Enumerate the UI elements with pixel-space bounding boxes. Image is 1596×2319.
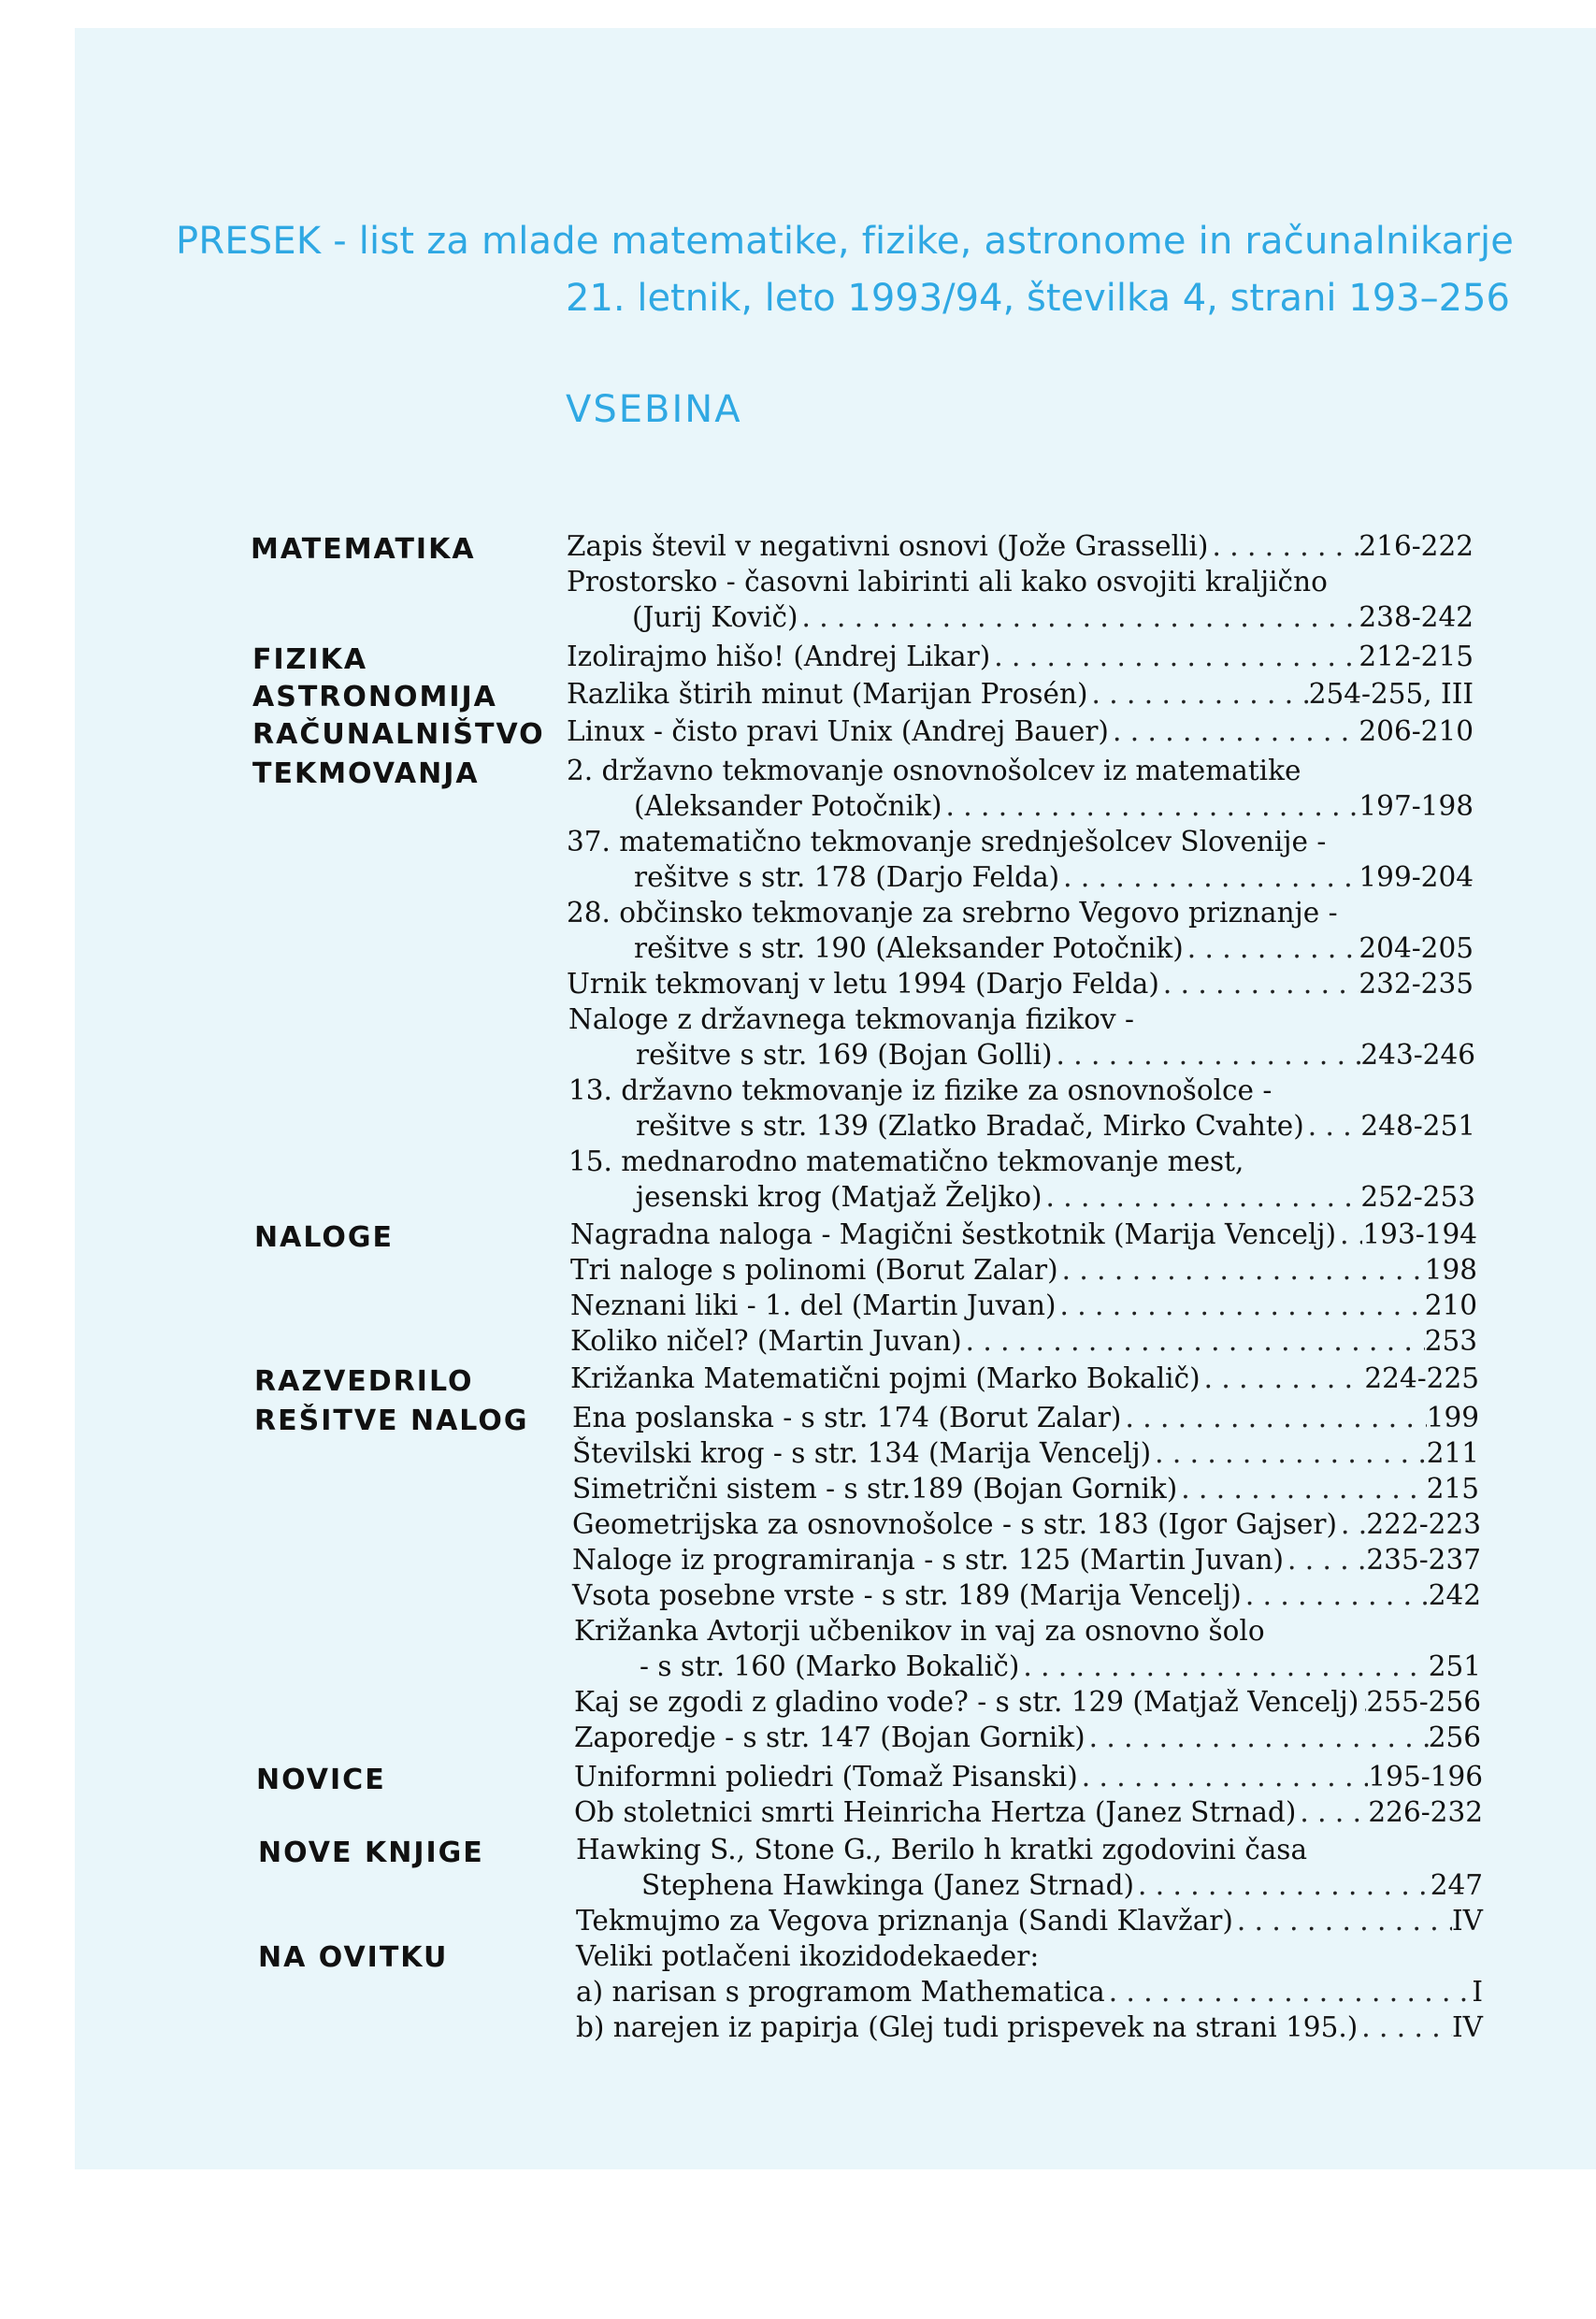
toc-entry: [636, 1108, 1475, 1144]
toc-entry: [634, 788, 1474, 824]
toc-entry: [576, 1903, 1483, 1938]
toc-entry: 13. državno tekmovanje iz fizike za osnovnošolce -: [568, 1074, 1272, 1106]
entry-title: Urnik tekmovanj v letu 1994 (Darjo Felda): [567, 968, 1159, 1000]
dot-leader: [1337, 1506, 1366, 1542]
entry-title: Razlika štirih minut (Marijan Prosén): [567, 678, 1088, 710]
entry-title: Križanka Matematični pojmi (Marko Bokalič): [570, 1362, 1201, 1394]
dot-leader: [1053, 1037, 1361, 1073]
toc-entry: [576, 2009, 1483, 2045]
entry-pages: 247: [1430, 1869, 1483, 1901]
dot-leader: [1359, 1684, 1366, 1720]
toc-entry: 37. matematično tekmovanje srednješolcev Slovenije -: [567, 826, 1327, 857]
dot-leader: [1056, 1288, 1424, 1323]
section-heading: ASTRONOMIJA: [252, 681, 497, 713]
dot-leader: [1042, 1179, 1361, 1215]
toc-entry: [572, 1435, 1479, 1471]
entry-pages: 255-256: [1366, 1686, 1481, 1718]
toc-entry: [572, 1471, 1479, 1506]
toc-entry: [570, 1323, 1477, 1359]
dot-leader: [990, 639, 1359, 674]
entry-title: Uniformni poliedri (Tomaž Pisanski): [574, 1761, 1078, 1793]
section-heading: NALOGE: [254, 1221, 394, 1254]
dot-leader: [1019, 1649, 1428, 1684]
entry-pages: 206-210: [1359, 715, 1474, 747]
toc-entry: [567, 676, 1474, 712]
entry-pages: 199-204: [1359, 861, 1474, 893]
entry-pages: 211: [1426, 1437, 1479, 1469]
dot-leader: [1201, 1361, 1365, 1396]
entry-pages: 193-194: [1362, 1218, 1477, 1250]
entry-title: Zaporedje - s str. 147 (Bojan Gornik): [574, 1721, 1086, 1753]
entry-title: Številski krog - s str. 134 (Marija Vencelj): [572, 1437, 1152, 1469]
toc-entry: [634, 859, 1474, 895]
section-heading: MATEMATIKA: [251, 533, 476, 566]
entry-title: Vsota posebne vrste - s str. 189 (Marija Vencelj): [572, 1579, 1242, 1611]
entry-title: Tri naloge s polinomi (Borut Zalar): [570, 1254, 1058, 1286]
entry-title: Naloge iz programiranja - s str. 125 (Martin Juvan): [572, 1544, 1285, 1576]
issue-info: 21. letnik, leto 1993/94, številka 4, strani 193–256: [566, 277, 1510, 320]
toc-entry: [574, 1720, 1481, 1755]
entry-pages: 215: [1426, 1473, 1479, 1505]
entry-title: rešitve s str. 169 (Bojan Golli): [636, 1039, 1053, 1071]
toc-entry: 28. občinsko tekmovanje za srebrno Vegovo priznanje -: [567, 897, 1338, 929]
dot-leader: [1059, 859, 1359, 895]
dot-leader: [1233, 1903, 1452, 1938]
dot-leader: [1284, 1542, 1366, 1577]
entry-title: Kaj se zgodi z gladino vode? - s str. 129 (Matjaž Vencelj): [574, 1686, 1359, 1718]
entry-title: rešitve s str. 139 (Zlatko Bradač, Mirko Cvahte): [636, 1110, 1304, 1142]
entry-pages: 216-222: [1359, 530, 1474, 562]
entry-pages: 238-242: [1359, 601, 1474, 633]
entry-title: rešitve s str. 178 (Darjo Felda): [634, 861, 1060, 893]
dot-leader: [1177, 1471, 1426, 1506]
entry-pages: 198: [1424, 1254, 1477, 1286]
entry-title: rešitve s str. 190 (Aleksander Potočnik): [634, 932, 1184, 964]
entry-pages: 195-196: [1368, 1761, 1483, 1793]
dot-leader: [1086, 1720, 1429, 1755]
entry-title: Ob stoletnici smrti Heinricha Hertza (Janez Strnad): [574, 1796, 1297, 1828]
entry-title: Geometrijska za osnovnošolce - s str. 183 (Igor Gajser): [572, 1508, 1337, 1540]
entry-pages: 242: [1428, 1579, 1481, 1611]
entry-title: Neznani liki - 1. del (Martin Juvan): [570, 1289, 1057, 1321]
section-heading: NA OVITKU: [258, 1941, 449, 1974]
section-heading: RAČUNALNIŠTVO: [252, 718, 545, 751]
entry-title: Zapis števil v negativni osnovi (Jože Grasselli): [567, 530, 1209, 562]
toc-entry: [636, 1037, 1475, 1073]
entry-pages: 254-255, III: [1308, 678, 1474, 710]
entry-pages: 197-198: [1359, 790, 1474, 822]
toc-entry: 15. mednarodno matematično tekmovanje mest,: [568, 1145, 1244, 1177]
dot-leader: [1159, 966, 1359, 1001]
dot-leader: [1078, 1759, 1369, 1794]
contents-heading: VSEBINA: [566, 388, 742, 431]
dot-leader: [1105, 1974, 1473, 2009]
toc-entry: [567, 639, 1474, 674]
toc-entry: Naloge z državnega tekmovanja fizikov -: [568, 1003, 1134, 1035]
entry-title: Stephena Hawkinga (Janez Strnad): [641, 1869, 1134, 1901]
entry-pages: IV: [1452, 2011, 1483, 2043]
entry-pages: 199: [1426, 1402, 1479, 1433]
section-heading: REŠITVE NALOG: [254, 1404, 529, 1437]
entry-pages: 243-246: [1360, 1039, 1475, 1071]
toc-entry: Križanka Avtorji učbenikov in vaj za osnovno šolo: [574, 1615, 1265, 1647]
entry-title: Simetrični sistem - s str.189 (Bojan Gornik): [572, 1473, 1178, 1505]
toc-entry: [576, 1974, 1483, 2009]
entry-title: a) narisan s programom Mathematica: [576, 1976, 1105, 2008]
dot-leader: [1109, 713, 1359, 749]
entry-pages: 222-223: [1366, 1508, 1481, 1540]
section-heading: NOVICE: [256, 1764, 386, 1796]
toc-entry: [640, 1649, 1481, 1684]
entry-pages: 232-235: [1359, 968, 1474, 1000]
toc-entry: [567, 713, 1474, 749]
toc-entry: [634, 930, 1474, 966]
section-heading: NOVE KNJIGE: [258, 1836, 484, 1869]
dot-leader: [942, 788, 1359, 824]
toc-entry: [570, 1217, 1477, 1252]
entry-pages: 251: [1428, 1650, 1481, 1682]
entry-title: Koliko ničel? (Martin Juvan): [570, 1325, 962, 1357]
toc-entry: [567, 528, 1474, 564]
dot-leader: [1087, 676, 1308, 712]
dot-leader: [962, 1323, 1425, 1359]
entry-title: jesenski krog (Matjaž Željko): [636, 1181, 1042, 1213]
entry-pages: 224-225: [1364, 1362, 1479, 1394]
toc-entry: [572, 1577, 1481, 1613]
section-heading: FIZIKA: [252, 643, 368, 676]
entry-title: (Jurij Kovič): [632, 601, 798, 633]
toc-entry: [641, 1867, 1483, 1903]
toc-entry: [572, 1506, 1481, 1542]
entry-pages: 210: [1424, 1289, 1477, 1321]
dot-leader: [798, 599, 1359, 635]
section-heading: RAZVEDRILO: [254, 1365, 474, 1398]
dot-leader: [1134, 1867, 1431, 1903]
toc-entry: [567, 966, 1474, 1001]
toc-entry: 2. državno tekmovanje osnovnošolcev iz matematike: [567, 755, 1301, 786]
entry-pages: 204-205: [1359, 932, 1474, 964]
toc-entry: [572, 1542, 1481, 1577]
entry-title: (Aleksander Potočnik): [634, 790, 942, 822]
dot-leader: [1121, 1400, 1426, 1435]
entry-pages: 212-215: [1359, 641, 1474, 672]
entry-title: Tekmujmo za Vegova priznanja (Sandi Klavžar): [576, 1905, 1233, 1937]
entry-pages: IV: [1452, 1905, 1483, 1937]
entry-pages: 226-232: [1368, 1796, 1483, 1828]
dot-leader: [1242, 1577, 1429, 1613]
journal-title: PRESEK - list za mlade matematike, fizike, astronome in računalnikarje: [176, 220, 1515, 263]
toc-entry: [636, 1179, 1475, 1215]
entry-title: Izolirajmo hišo! (Andrej Likar): [567, 641, 991, 672]
toc-entry: Hawking S., Stone G., Berilo h kratki zgodovini časa: [576, 1834, 1308, 1865]
entry-title: b) narejen iz papirja (Glej tudi prispevek na strani 195.): [576, 2011, 1359, 2043]
toc-entry: [570, 1252, 1477, 1288]
section-heading: TEKMOVANJA: [252, 757, 480, 790]
dot-leader: [1296, 1794, 1368, 1830]
toc-entry: [574, 1759, 1483, 1794]
entry-title: Nagradna naloga - Magični šestkotnik (Marija Vencelj): [570, 1218, 1337, 1250]
toc-entry: [572, 1400, 1479, 1435]
dot-leader: [1058, 1252, 1425, 1288]
entry-title: Ena poslanska - s str. 174 (Borut Zalar): [572, 1402, 1122, 1433]
dot-leader: [1184, 930, 1359, 966]
dot-leader: [1208, 528, 1359, 564]
entry-pages: 248-251: [1360, 1110, 1475, 1142]
dot-leader: [1304, 1108, 1361, 1144]
dot-leader: [1358, 2009, 1452, 2045]
toc-entry: Veliki potlačeni ikozidodekaeder:: [576, 1940, 1040, 1972]
toc-entry: [570, 1361, 1479, 1396]
dot-leader: [1151, 1435, 1427, 1471]
entry-title: Linux - čisto pravi Unix (Andrej Bauer): [567, 715, 1109, 747]
entry-pages: 256: [1428, 1721, 1481, 1753]
dot-leader: [1336, 1217, 1362, 1252]
toc-entry: [570, 1288, 1477, 1323]
entry-pages: 235-237: [1366, 1544, 1481, 1576]
toc-entry: Prostorsko - časovni labirinti ali kako osvojiti kraljično: [567, 566, 1328, 598]
toc-entry: [574, 1794, 1483, 1830]
entry-title: - s str. 160 (Marko Bokalič): [640, 1650, 1020, 1682]
toc-entry: [574, 1684, 1481, 1720]
entry-pages: 252-253: [1360, 1181, 1475, 1213]
entry-pages: 253: [1424, 1325, 1477, 1357]
entry-pages: I: [1472, 1976, 1483, 2008]
toc-entry: [632, 599, 1474, 635]
